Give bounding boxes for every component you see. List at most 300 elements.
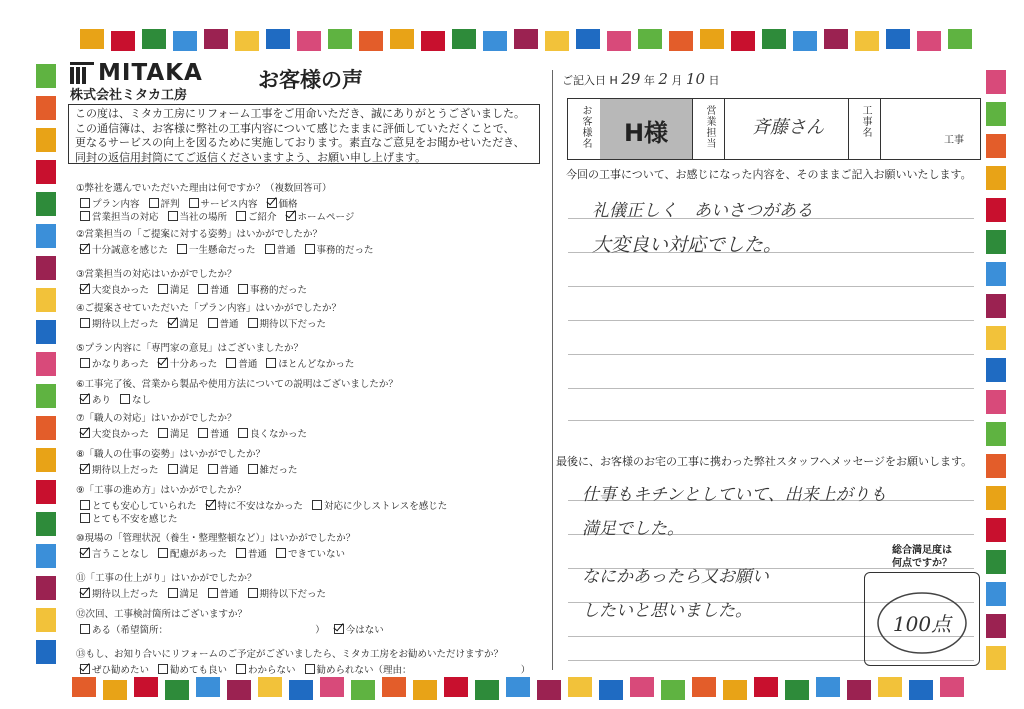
option-label: ご紹介 [248,212,277,223]
question-title: ⑬もし、お知り合いにリフォームのご予定がございましたら、ミタカ工房をお勧めいただけますか？ [76,649,504,660]
border-tile [390,29,414,49]
answer-option[interactable] [248,586,327,600]
answer-option[interactable] [286,209,355,223]
border-tile [692,677,716,697]
border-tile [762,29,786,49]
border-tile [36,512,56,536]
customer-info-table [567,98,981,160]
border-tile [359,31,383,51]
option-label: 普通 [219,465,239,476]
checkbox-icon[interactable] [158,284,168,294]
option-label: 期待以下だった [259,319,327,330]
answer-option[interactable] [208,316,239,330]
checkbox-icon[interactable] [80,211,90,221]
option-label: 大変良かった [92,429,150,440]
answer-option[interactable] [158,282,189,296]
checked-box-icon[interactable] [267,198,277,208]
border-tile [72,677,96,697]
checkbox-icon[interactable] [120,394,130,404]
option-label: 十分あった [169,359,218,370]
option-row [76,316,341,329]
border-tile [36,480,56,504]
checked-box-icon[interactable] [80,428,90,438]
answer-option[interactable] [248,316,327,330]
border-tile [669,31,693,51]
checkbox-icon[interactable] [198,428,208,438]
checkbox-icon[interactable] [312,500,322,510]
option-label: 勧めても良い [170,665,228,676]
option-label: ほとんどなかった [278,359,355,370]
score-value: 100点 [892,612,952,636]
page-title: お客様の声 [258,68,363,92]
question-title: ⑪「工事の仕上がり」はいかがでしたか？ [76,573,257,584]
border-tile [986,294,1006,318]
checkbox-icon[interactable] [80,198,90,208]
checkbox-icon[interactable] [80,624,90,634]
option-row [76,242,383,255]
option-label: 満足 [179,589,199,600]
date-day: 10 [685,70,706,88]
option-row [76,586,335,599]
answer-option[interactable] [236,546,267,560]
logo-mark-icon [70,62,94,84]
border-tile [576,29,600,49]
question-title: ④ご提案させていただいた「プラン内容」はいかがでしたか？ [76,303,342,314]
answer-option[interactable] [276,546,345,560]
answer-option[interactable] [189,196,258,210]
border-tile [986,198,1006,222]
border-tile [36,448,56,472]
option-row [76,282,316,295]
border-tile [824,29,848,49]
border-tile [258,677,282,697]
question-title: ⑦「職人の対応」はいかがでしたか？ [76,413,237,424]
checkbox-icon[interactable] [265,244,275,254]
border-tile [948,29,972,49]
checkbox-icon[interactable] [189,198,199,208]
question-13 [76,646,539,675]
score-label [880,544,964,570]
checkbox-icon[interactable] [158,548,168,558]
answer-option[interactable] [168,316,199,330]
question-2 [76,226,383,255]
intro-line: 同封の返信用封筒にてご返信くださいますよう、お願い申し上げます。 [75,150,427,164]
option-row [76,392,398,405]
option-label: 普通 [210,285,230,296]
answer-option[interactable] [80,196,140,210]
checkbox-icon[interactable] [238,284,248,294]
intro-line: この通信簿は、お客様に弊社の工事内容について感じたままに評価していただくことで、 [75,121,515,135]
checkbox-icon[interactable] [80,513,90,523]
answer-option[interactable] [80,316,159,330]
answer-option[interactable] [312,498,447,512]
answer-option[interactable] [80,209,159,223]
option-row [76,511,456,524]
option-label: 事務的だった [316,245,374,256]
answer-option[interactable] [168,209,228,223]
message-line-4: したいと思いました。 [582,601,752,621]
option-row [76,356,363,369]
checkbox-icon[interactable] [276,548,286,558]
option-label: 普通 [276,245,296,256]
border-tile [289,680,313,700]
question-10 [76,530,355,559]
intro-line: 更なるサービスの向上を図るために実施しております。素直なご意見をお聞かせいただき、 [75,136,525,149]
option-label: 価格 [278,199,298,210]
checked-box-icon[interactable] [80,394,90,404]
question-1 [76,180,363,222]
border-tile [351,680,375,700]
checkbox-icon[interactable] [198,284,208,294]
border-tile [36,416,56,440]
checkbox-icon[interactable] [236,211,246,221]
checkbox-icon[interactable] [158,664,168,674]
ruled-line [568,354,974,355]
checked-box-icon[interactable] [80,664,90,674]
border-tile [235,31,259,51]
border-tile [227,680,251,700]
kouji-label: 工事名 [860,105,871,138]
border-tile [568,677,592,697]
border-tile [731,31,755,51]
border-tile [444,677,468,697]
answer-option[interactable] [334,622,384,636]
message-line-2: 満足でした。 [582,519,684,539]
border-tile [452,29,476,49]
option-label: 言うことなし [92,549,150,560]
answer-option[interactable] [168,586,199,600]
checkbox-icon[interactable] [158,428,168,438]
option-label: 十分誠意を感じた [92,245,169,256]
border-tile [36,640,56,664]
border-tile [204,29,228,49]
question-11 [76,570,335,599]
option-label: サービス内容 [200,199,258,210]
option-label: プラン内容 [92,199,140,210]
answer-option[interactable] [80,282,149,296]
checked-box-icon[interactable] [80,244,90,254]
border-tile [165,680,189,700]
question-5 [76,340,363,369]
border-tile [723,680,747,700]
border-tile [142,29,166,49]
option-label: 良くなかった [250,429,308,440]
impression-line-2: 大変良い対応でした。 [592,234,783,256]
question-title: ③営業担当の対応はいかがでしたか？ [76,269,237,280]
checkbox-icon[interactable] [168,464,178,474]
border-tile [986,230,1006,254]
answer-option[interactable] [305,662,531,676]
intro-line: この度は、ミタカ工房にリフォーム工事をご用命いただき、誠にありがとうございました。 [75,107,526,120]
border-tile [638,29,662,49]
intro-text-box [68,104,540,164]
sales-name: 斉藤さん [752,117,824,138]
border-tile [483,31,507,51]
option-label: 期待以上だった [92,319,159,330]
checked-box-icon[interactable] [168,318,178,328]
border-tile [36,192,56,216]
border-tile [607,31,631,51]
option-row [76,622,393,635]
answer-option[interactable] [158,662,227,676]
answer-option[interactable] [120,392,151,406]
date-day-unit: 日 [708,74,720,87]
border-tile [36,224,56,248]
option-label: 勧められない（理由： ） [316,665,531,676]
option-label: 普通 [210,429,230,440]
message-prompt: 最後に、お客様のお宅の工事に携わった弊社スタッフへメッセージをお願いします。 [556,455,973,468]
border-tile [878,677,902,697]
border-tile [986,646,1006,670]
answer-option[interactable] [80,462,159,476]
checkbox-icon[interactable] [80,500,90,510]
option-label: ぜひ勧めたい [92,665,150,676]
question-title: ⑫次回、工事検討箇所はございますか？ [76,609,248,620]
border-tile [986,582,1006,606]
border-tile [80,29,104,49]
score-label-line: 何点ですか？ [892,558,952,569]
option-label: 普通 [247,549,267,560]
answer-option[interactable] [198,282,229,296]
border-tile [886,29,910,49]
answer-option[interactable] [80,546,149,560]
checkbox-icon[interactable] [149,198,159,208]
checkbox-icon[interactable] [238,428,248,438]
border-tile [506,677,530,697]
option-label: 一生懸命だった [189,245,256,256]
border-tile [545,31,569,51]
option-label: 満足 [170,285,190,296]
checkbox-icon[interactable] [305,244,315,254]
question-7 [76,410,316,439]
option-label: とても不安を感じた [92,514,178,525]
ruled-line [568,286,974,287]
answer-option[interactable] [80,662,149,676]
option-label: 今はない [345,625,384,636]
option-label: 満足 [170,429,190,440]
answer-option[interactable] [226,356,257,370]
option-label: わからない [248,665,296,676]
option-label: かなりあった [92,359,149,370]
option-label: 期待以上だった [92,465,159,476]
answer-option[interactable] [236,662,296,676]
option-label: 対応に少しストレスを感じた [324,501,448,512]
border-tile [36,320,56,344]
border-tile [36,544,56,568]
option-row [76,426,316,439]
option-row [76,662,539,675]
border-tile [909,680,933,700]
answer-option[interactable] [168,462,199,476]
checkbox-icon[interactable] [305,664,315,674]
border-tile [36,352,56,376]
border-tile [630,677,654,697]
border-tile [986,134,1006,158]
answer-option[interactable] [266,356,354,370]
option-label: 評判 [160,199,180,210]
checkbox-icon[interactable] [248,588,258,598]
answer-option[interactable] [208,586,239,600]
border-tile [36,608,56,632]
checkbox-icon[interactable] [248,464,258,474]
answer-option[interactable] [80,622,325,636]
question-title: ⑨「工事の進め方」はいかがでしたか？ [76,485,247,496]
score-label-line: 総合満足度は [892,545,952,556]
option-row [76,462,307,475]
answer-option[interactable] [149,196,180,210]
border-tile [36,64,56,88]
answer-option[interactable] [206,498,304,512]
question-6 [76,376,398,405]
border-tile [847,680,871,700]
border-tile [816,677,840,697]
option-label: 事務的だった [250,285,308,296]
checked-box-icon[interactable] [158,358,168,368]
checkbox-icon[interactable] [168,211,178,221]
option-label: 期待以下だった [259,589,327,600]
checkbox-icon[interactable] [236,664,246,674]
question-3 [76,266,316,295]
border-tile [986,358,1006,382]
question-title: ②営業担当の「ご提案に対する姿勢」はいかがでしたか？ [76,229,323,240]
checked-box-icon[interactable] [80,588,90,598]
answer-option[interactable] [158,546,227,560]
checkbox-icon[interactable] [208,464,218,474]
border-tile [599,680,623,700]
border-tile [986,550,1006,574]
option-label: 満足 [179,465,199,476]
answer-option[interactable] [80,511,178,525]
border-tile [986,166,1006,190]
border-tile [986,326,1006,350]
answer-option[interactable] [236,209,277,223]
border-tile [855,31,879,51]
option-label: 当社の場所 [179,212,228,223]
answer-option[interactable] [80,426,149,440]
brand-name: MITAKA [98,60,203,86]
checked-box-icon[interactable] [286,211,296,221]
answer-option[interactable] [80,392,111,406]
answer-option[interactable] [238,426,307,440]
ruled-line [568,420,974,421]
answer-option[interactable] [158,426,189,440]
border-tile [754,677,778,697]
answer-option[interactable] [80,356,149,370]
answer-option[interactable] [238,282,307,296]
answer-option[interactable] [80,586,159,600]
checkbox-icon[interactable] [168,588,178,598]
border-tile [36,128,56,152]
border-tile [36,160,56,184]
checkbox-icon[interactable] [266,358,276,368]
entry-date [562,70,720,88]
kouji-suffix: 工事 [944,135,964,146]
answer-option[interactable] [265,242,296,256]
border-tile [134,677,158,697]
border-tile [986,390,1006,414]
checkbox-icon[interactable] [208,588,218,598]
sales-label: 営業担当 [704,105,715,149]
option-label: 期待以上だった [92,589,159,600]
border-tile [793,31,817,51]
option-label: 営業担当の対応 [92,212,159,223]
checkbox-icon[interactable] [248,318,258,328]
option-row [76,498,456,511]
answer-option[interactable] [198,426,229,440]
question-title: ⑤プラン内容に「専門家の意見」はございましたか？ [76,343,304,354]
border-tile [940,677,964,697]
checkbox-icon[interactable] [236,548,246,558]
question-8 [76,446,307,475]
border-tile [986,70,1006,94]
answer-option[interactable] [158,356,217,370]
border-tile [986,102,1006,126]
date-month: 2 [658,70,668,88]
checked-box-icon[interactable] [206,500,216,510]
option-row [76,546,355,559]
border-tile [986,454,1006,478]
border-tile [328,29,352,49]
option-label: できていない [287,549,345,560]
option-label: 満足 [179,319,199,330]
answer-option[interactable] [80,498,197,512]
option-row [76,196,363,209]
checked-box-icon[interactable] [334,624,344,634]
center-divider [552,70,553,670]
border-tile [36,256,56,280]
border-tile [103,680,127,700]
checked-box-icon[interactable] [80,464,90,474]
border-tile [986,518,1006,542]
checked-box-icon[interactable] [80,548,90,558]
border-tile [196,677,220,697]
ruled-line [568,320,974,321]
checkbox-icon[interactable] [177,244,187,254]
company-name: 株式会社ミタカ工房 [70,88,188,103]
message-line-1: 仕事もキチンとしていて、出来上がりも [582,485,887,505]
checkbox-icon[interactable] [208,318,218,328]
option-label: ホームページ [297,212,355,223]
border-tile [413,680,437,700]
checkbox-icon[interactable] [80,318,90,328]
answer-option[interactable] [208,462,239,476]
impression-line-1: 礼儀正しく あいさつがある [592,201,813,221]
border-tile [917,31,941,51]
option-label: 特に不安はなかった [217,501,304,512]
answer-option[interactable] [248,462,298,476]
option-label: 配慮があった [170,549,227,560]
question-12 [76,606,393,635]
border-tile [986,262,1006,286]
border-tile [266,29,290,49]
checkbox-icon[interactable] [226,358,236,368]
message-line-3: なにかあったら又お願い [582,567,769,587]
checked-box-icon[interactable] [80,284,90,294]
option-label: とても安心していられた [92,501,197,512]
answer-option[interactable] [80,242,168,256]
border-tile [297,31,321,51]
border-tile [173,31,197,51]
border-tile [382,677,406,697]
question-title: ⑧「職人の仕事の姿勢」はいかがでしたか？ [76,449,266,460]
date-year: 29 [621,70,641,88]
border-tile [421,31,445,51]
border-tile [36,576,56,600]
answer-option[interactable] [305,242,374,256]
answer-option[interactable] [177,242,256,256]
checkbox-icon[interactable] [80,358,90,368]
border-tile [661,680,685,700]
